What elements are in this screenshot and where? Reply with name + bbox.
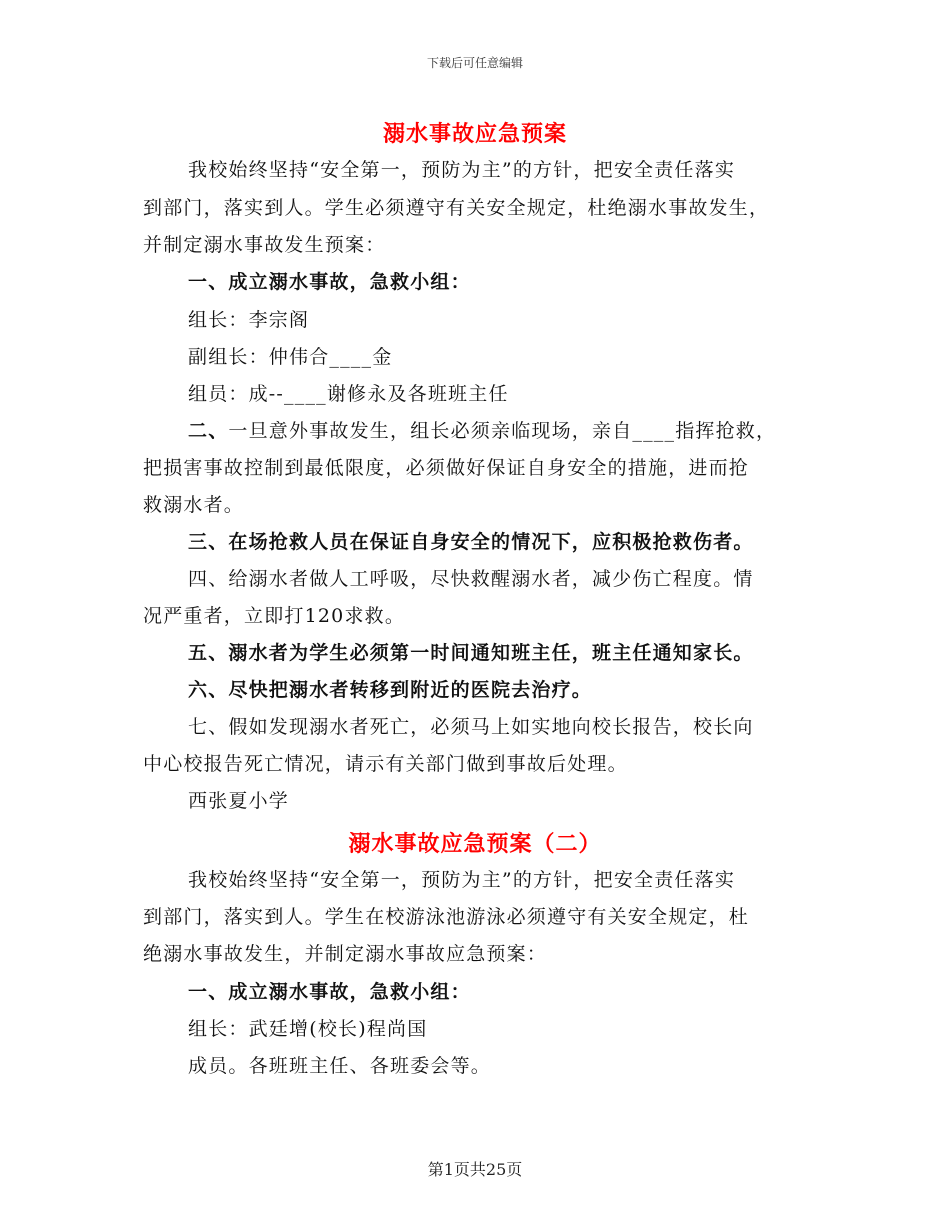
intro-line: 我校始终坚持“安全第一，预防为主”的方针，把安全责任落实 (188, 159, 736, 181)
item-2-line: 救溺水者。 (143, 494, 245, 516)
intro-line: 到部门，落实到人。学生在校游泳池游泳必须遵守有关安全规定，杜 (143, 906, 750, 928)
page-header: 下载后可任意编辑 (426, 56, 523, 70)
item-7-line: 中心校报告死亡情况，请示有关部门做到事故后处理。 (143, 753, 628, 775)
item-3-line: 三、在场抢救人员在保证自身安全的情况下，应积极抢救伤者。 (188, 531, 754, 553)
section-heading: 一、成立溺水事故，急救小组： (188, 981, 471, 1003)
item-4-line: 况严重者，立即打120求救。 (143, 605, 406, 627)
school-name: 西张夏小学 (188, 790, 290, 812)
leader-line: 组长：武廷增(校长)程尚国 (188, 1018, 428, 1040)
item-6-line: 六、尽快把溺水者转移到附近的医院去治疗。 (188, 679, 593, 701)
intro-line: 并制定溺水事故发生预案： (143, 234, 386, 256)
item-2-line: 把损害事故控制到最低限度，必须做好保证自身安全的措施，进而抢 (143, 457, 750, 479)
item-2-line: 二、一旦意外事故发生，组长必须亲临现场，亲自____指挥抢救， (188, 420, 777, 442)
members-line: 成员。各班班主任、各班委会等。 (188, 1055, 492, 1077)
item-4-line: 四、给溺水者做人工呼吸，尽快救醒溺水者，减少伤亡程度。情 (188, 568, 754, 590)
leader-line: 组长：李宗阁 (188, 309, 310, 331)
members-line: 组员：成--____谢修永及各班班主任 (188, 383, 509, 405)
vice-leader-line: 副组长：仲伟合____金 (188, 346, 393, 368)
item-7-line: 七、假如发现溺水者死亡，必须马上如实地向校长报告，校长向 (188, 716, 754, 738)
intro-line: 到部门，落实到人。学生必须遵守有关安全规定，杜绝溺水事故发生， (143, 197, 770, 219)
intro-line: 绝溺水事故发生，并制定溺水事故应急预案： (143, 943, 548, 965)
intro-line: 我校始终坚持“安全第一，预防为主”的方针，把安全责任落实 (188, 869, 736, 891)
page-footer: 第1页共25页 (427, 1160, 523, 1179)
item-5-line: 五、溺水者为学生必须第一时间通知班主任，班主任通知家长。 (188, 642, 754, 664)
section-2-title: 溺水事故应急预案（二） (348, 831, 602, 857)
section-heading: 一、成立溺水事故，急救小组： (188, 271, 471, 293)
document-title: 溺水事故应急预案 (382, 121, 567, 147)
